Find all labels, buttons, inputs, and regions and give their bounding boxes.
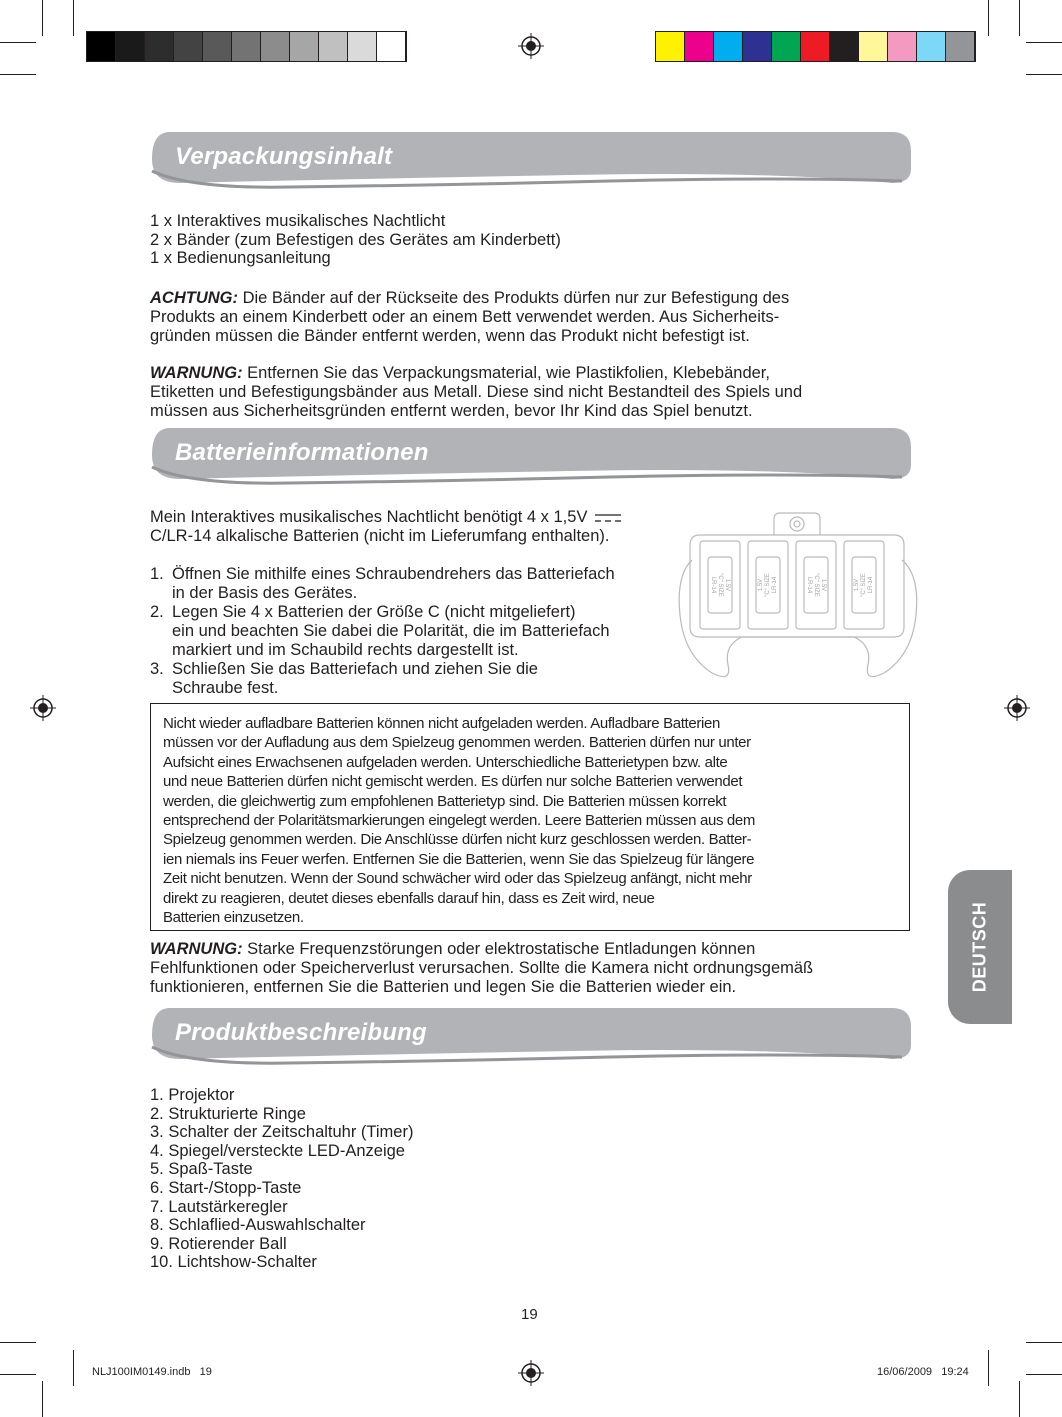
diagram-label: LR-14 bbox=[806, 576, 812, 594]
achtung-label: ACHTUNG: bbox=[150, 289, 238, 307]
diagram-label: 1.5V bbox=[724, 578, 730, 592]
list-item: 8. Schlaflied-Auswahlschalter bbox=[150, 1216, 366, 1235]
warnung-paragraph bbox=[150, 364, 802, 421]
step-number: 1. bbox=[150, 565, 164, 583]
paragraph-line: Fehlfunktionen oder Speicherverlust verursachen. Sollte die Kamera nicht ordnungsgemäß bbox=[150, 959, 814, 977]
crop-mark bbox=[1026, 1342, 1062, 1343]
crop-mark bbox=[1026, 1374, 1062, 1375]
crop-mark bbox=[0, 42, 36, 43]
section-header-product bbox=[150, 1007, 912, 1065]
step-number: 2. bbox=[150, 603, 164, 621]
crop-mark bbox=[1026, 74, 1062, 75]
paragraph-line: Legen Sie 4 x Batterien der Größe C (nicht mitgeliefert) bbox=[172, 603, 576, 621]
diagram-label: LR-14 bbox=[772, 576, 778, 594]
page-number: 19 bbox=[521, 1306, 538, 1323]
crop-mark bbox=[988, 0, 989, 36]
crop-mark bbox=[73, 0, 74, 36]
paragraph-line: funktionieren, entfernen Sie die Batterien und legen Sie die Batterien wieder ein. bbox=[150, 978, 737, 996]
paragraph-line: gründen müssen die Bänder entfernt werden, wenn das Produkt nicht befestigt ist. bbox=[150, 327, 750, 345]
warnung-label: WARNUNG: bbox=[150, 940, 243, 958]
battery-notice-text: Nicht wieder aufladbare Batterien können nicht aufgeladen werden. Aufladbare Batterien müssen vor der Aufladung aus dem Spielzeug genommen werden. Batterien dürfen nur unter Aufsicht eines Erwachsenen aufgeladen werden. Unterschiedliche Batterietypen bzw. alte und neue Batterien dürfen nicht gemischt werden. Es dürfen nur solche Batterien verwendet werden, die gleichwertig zum empfohlenen Batterietyp sind. Die Batterien müssen korrekt entsprechend der Polaritätsmarkierungen eingelegt werden. Leere Batterien müssen aus dem Spielzeug genommen werden. Die Anschlüsse dürfen nicht kurz geschlossen werden. Batter- ien niemals ins Feuer werfen. Entfernen Sie die Batterien, wenn Sie das Spielzeug für längere Zeit nicht benutzen. Wenn der Sound schwächer wird oder das Spielzeug anfängt, nicht mehr direkt zu reagieren, deutet dieses ebenfalls darauf hin, dass es Zeit wird, neue Batterien einzusetzen. bbox=[163, 715, 756, 927]
battery-steps bbox=[150, 565, 615, 698]
grayscale-color-bar bbox=[86, 31, 407, 62]
section-header-battery bbox=[150, 427, 912, 485]
list-item: 9. Rotierender Ball bbox=[150, 1234, 287, 1253]
diagram-label: 1.5V bbox=[758, 578, 764, 592]
battery-compartment-diagram bbox=[672, 505, 922, 695]
crop-mark bbox=[0, 1374, 36, 1375]
paragraph-line: Mein Interaktives musikalisches Nachtlicht benötigt 4 x 1,5V bbox=[150, 508, 588, 526]
section-title: Verpackungsinhalt bbox=[175, 143, 393, 170]
footer-file-info: NLJ100IM0149.indb 19 bbox=[92, 1366, 212, 1378]
diagram-label: 1.5V bbox=[854, 578, 860, 592]
step-item bbox=[150, 603, 615, 660]
list-item: 6. Start-/Stopp-Taste bbox=[150, 1178, 302, 1197]
list-item: 10. Lichtshow-Schalter bbox=[150, 1253, 317, 1272]
list-item: 1 x Bedienungsanleitung bbox=[150, 249, 331, 268]
crop-mark bbox=[73, 1350, 74, 1386]
battery-intro bbox=[150, 508, 622, 546]
crop-mark bbox=[988, 1350, 989, 1386]
paragraph-line: Schließen Sie das Batteriefach und ziehen Sie die bbox=[172, 660, 538, 678]
registration-target-icon bbox=[1004, 695, 1030, 721]
crop-mark bbox=[0, 1342, 36, 1343]
crop-mark bbox=[1026, 42, 1062, 43]
package-contents-list bbox=[150, 212, 561, 268]
list-item: 2 x Bänder (zum Befestigen des Gerätes am Kinderbett) bbox=[150, 230, 561, 249]
section-title: Produktbeschreibung bbox=[175, 1019, 427, 1046]
registration-target-icon bbox=[30, 695, 56, 721]
dc-symbol-icon bbox=[594, 513, 622, 523]
paragraph-line: ein und beachten Sie dabei die Polarität, die im Batteriefach bbox=[172, 622, 610, 640]
section-header-contents bbox=[150, 131, 912, 189]
paragraph-line: Etiketten und Befestigungsbänder aus Metall. Diese sind nicht Bestandteil des Spiels und bbox=[150, 383, 803, 401]
step-item bbox=[150, 660, 615, 698]
process-color-bar bbox=[655, 31, 976, 62]
paragraph-line: Entfernen Sie das Verpackungsmaterial, wie Plastikfolien, Klebebänder, bbox=[242, 364, 770, 382]
diagram-label: "C" SIZE bbox=[765, 573, 771, 597]
list-item: 2. Strukturierte Ringe bbox=[150, 1104, 306, 1123]
language-tab-label: DEUTSCH bbox=[969, 901, 990, 993]
paragraph-line: Öffnen Sie mithilfe eines Schraubendrehers das Batteriefach bbox=[172, 565, 615, 583]
list-item: 7. Lautstärkeregler bbox=[150, 1197, 288, 1216]
paragraph-line: Schraube fest. bbox=[172, 679, 279, 697]
diagram-label: LR-14 bbox=[868, 576, 874, 594]
product-parts-list bbox=[150, 1086, 413, 1272]
list-item: 1. Projektor bbox=[150, 1086, 235, 1104]
crop-mark bbox=[42, 0, 43, 36]
section-title: Batterieinformationen bbox=[175, 439, 429, 466]
step-item bbox=[150, 565, 615, 603]
crop-mark bbox=[42, 1381, 43, 1417]
paragraph-line: in der Basis des Gerätes. bbox=[172, 584, 358, 602]
diagram-label: "C" SIZE bbox=[813, 573, 819, 597]
list-item: 5. Spaß-Taste bbox=[150, 1160, 253, 1179]
diagram-label: LR-14 bbox=[710, 576, 716, 594]
language-tab bbox=[948, 870, 1012, 1024]
crop-mark bbox=[1019, 0, 1020, 36]
crop-mark bbox=[1019, 1381, 1020, 1417]
paragraph-line: Die Bänder auf der Rückseite des Produkts dürfen nur zur Befestigung des bbox=[238, 289, 790, 307]
list-item: 4. Spiegel/versteckte LED-Anzeige bbox=[150, 1141, 405, 1160]
list-item: 3. Schalter der Zeitschaltuhr (Timer) bbox=[150, 1123, 414, 1142]
step-number: 3. bbox=[150, 660, 164, 678]
crop-mark bbox=[0, 74, 36, 75]
diagram-label: 1.5V bbox=[820, 578, 826, 592]
warnung-label: WARNUNG: bbox=[150, 364, 243, 382]
paragraph-line: markiert und im Schaubild rechts dargestellt ist. bbox=[172, 641, 519, 659]
paragraph-line: Starke Frequenzstörungen oder elektrostatische Entladungen können bbox=[242, 940, 756, 958]
registration-target-icon bbox=[518, 1360, 544, 1386]
diagram-label: "C" SIZE bbox=[717, 573, 723, 597]
battery-warnung-paragraph bbox=[150, 940, 813, 997]
list-item: 1 x Interaktives musikalisches Nachtlicht bbox=[150, 212, 446, 230]
achtung-paragraph bbox=[150, 289, 789, 346]
registration-target-icon bbox=[518, 33, 544, 59]
footer-date-info: 16/06/2009 19:24 bbox=[877, 1366, 969, 1378]
paragraph-line: C/LR-14 alkalische Batterien (nicht im Lieferumfang enthalten). bbox=[150, 527, 610, 545]
diagram-label: "C" SIZE bbox=[861, 573, 867, 597]
paragraph-line: Produkts an einem Kinderbett oder an einem Bett verwendet werden. Aus Sicherheits- bbox=[150, 308, 780, 326]
battery-notice-box bbox=[150, 703, 910, 931]
paragraph-line: müssen aus Sicherheitsgründen entfernt werden, bevor Ihr Kind das Spiel benutzt. bbox=[150, 402, 753, 420]
